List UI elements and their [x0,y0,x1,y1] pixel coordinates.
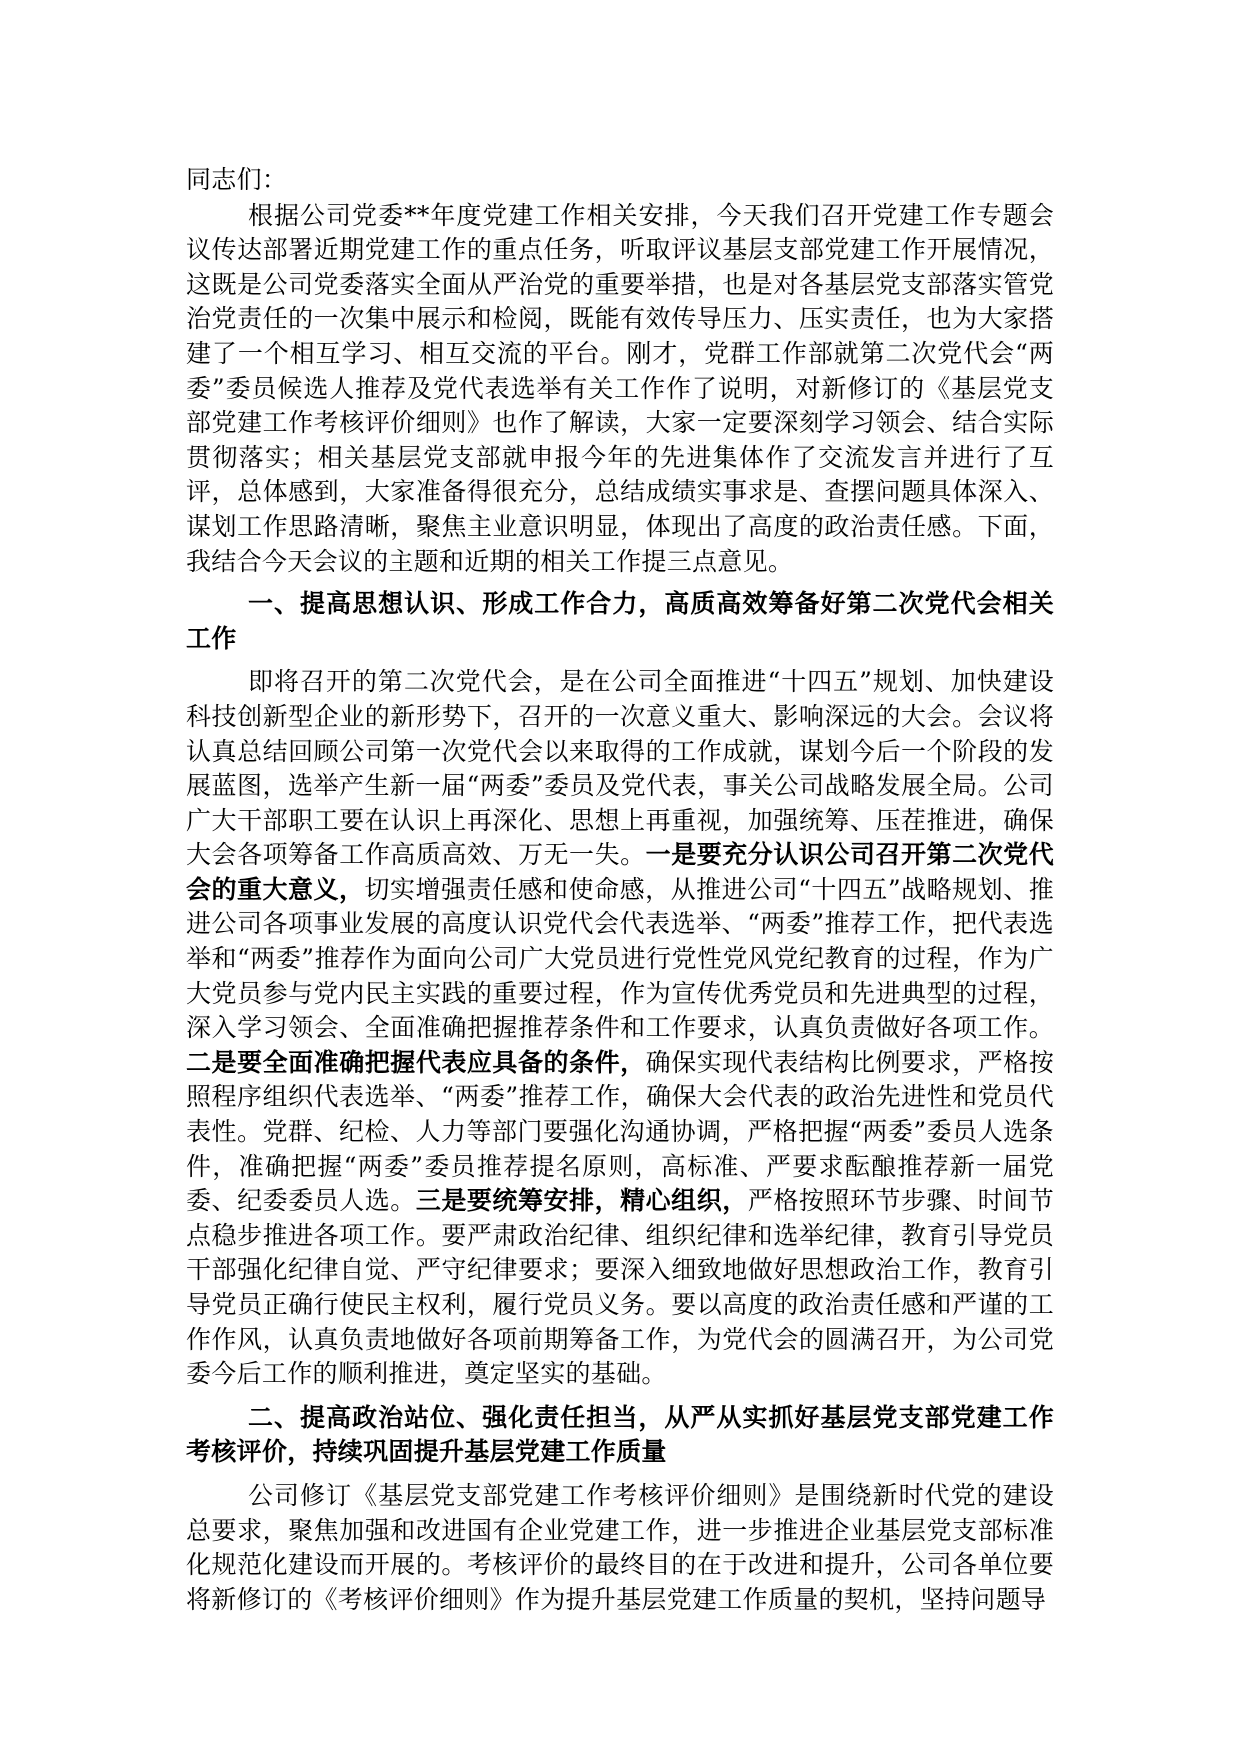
intro-paragraph: 根据公司党委**年度党建工作相关安排，今天我们召开党建工作专题会议传达部署近期党建工作的重点任务，听取评议基层支部党建工作开展情况，这既是公司党委落实全面从严治党的重要举措，也是对各基层党支部落实管党治党责任的一次集中展示和检阅，既能有效传导压力、压实责任，也为大家搭建了一个相互学习、相互交流的平台。刚才，党群工作部就第二次党代会“两委”委员候选人推荐及党代表选举有关工作作了说明，对新修订的《基层党支部党建工作考核评价细则》也作了解读，大家一定要深刻学习领会、结合实际贯彻落实；相关基层党支部就申报今年的先进集体作了交流发言并进行了互评，总体感到，大家准备得很充分，总结成绩实事求是、查摆问题具体深入、谋划工作思路清晰，聚焦主业意识明显，体现出了高度的政治责任感。下面，我结合今天会议的主题和近期的相关工作提三点意见。 [186,200,1054,576]
section-1-text-a: 即将召开的第二次党代会，是在公司全面推进“十四五”规划、加快建设科技创新型企业的新形势下，召开的一次意义重大、影响深远的大会。会议将认真总结回顾公司第一次党代会以来取得的工作成就，谋划今后一个阶段的发展蓝图，选举产生新一届“两委”委员及党代表，事关公司战略发展全局。公司广大干部职工要在认识上再深化、思想上再重视，加强统筹、压茬推进，确保大会各项筹备工作高质高效、万无一失。 [186,667,1054,870]
section-1-text-d: 严格按照环节步骤、时间节点稳步推进各项工作。要严肃政治纪律、组织纪律和选举纪律，教育引导党员干部强化纪律自觉、严守纪律要求；要深入细致地做好思想政治工作，教育引导党员正确行使民主权利，履行党员义务。要以高度的政治责任感和严谨的工作作风，认真负责地做好各项前期筹备工作，为党代会的圆满召开，为公司党委今后工作的顺利推进，奠定坚实的基础。 [186,1186,1054,1389]
salutation: 同志们： [186,165,288,194]
section-1-point-2: 二是要全面准确把握代表应具备的条件， [186,1047,646,1077]
section-2-heading: 二、提高政治站位、强化责任担当，从严从实抓好基层党支部党建工作考核评价，持续巩固提升基层党建工作质量 [186,1402,1054,1467]
section-1-text-c: 确保实现代表结构比例要求，严格按照程序组织代表选举、“两委”推荐工作，确保大会代表的政治先进性和党员代表性。党群、纪检、人力等部门要强化沟通协调，严格把握“两委”委员人选条件，准确把握“两委”委员推荐提名原则，高标准、严要求酝酿推荐新一届党委、纪委委员人选。 [186,1047,1054,1216]
section-1-heading: 一、提高思想认识、形成工作合力，高质高效筹备好第二次党代会相关工作 [186,589,1054,653]
section-1-paragraph [186,665,1054,1391]
section-1-point-1: 一是要充分认识公司召开第二次党代会的重大意义， [186,840,1054,904]
section-2-paragraph: 公司修订《基层党支部党建工作考核评价细则》是围绕新时代党的建设总要求，聚焦加强和改进国有企业党建工作，进一步推进企业基层党支部标准化规范化建设而开展的。考核评价的最终目的在于改进和提升，公司各单位要将新修订的《考核评价细则》作为提升基层党建工作质量的契机，坚持问题导 [186,1480,1054,1614]
section-1-point-3: 三是要统筹安排，精心组织， [415,1186,748,1216]
document-body [186,163,1054,1617]
section-1-text-b: 切实增强责任感和使命感，从推进公司“十四五”战略规划、推进公司各项事业发展的高度认识党代会代表选举、“两委”推荐工作，把代表选举和“两委”推荐作为面向公司广大党员进行党性党风党纪教育的过程，作为广大党员参与党内民主实践的重要过程，作为宣传优秀党员和先进典型的过程，深入学习领会、全面准确把握推荐条件和工作要求，认真负责做好各项工作。 [186,874,1054,1043]
